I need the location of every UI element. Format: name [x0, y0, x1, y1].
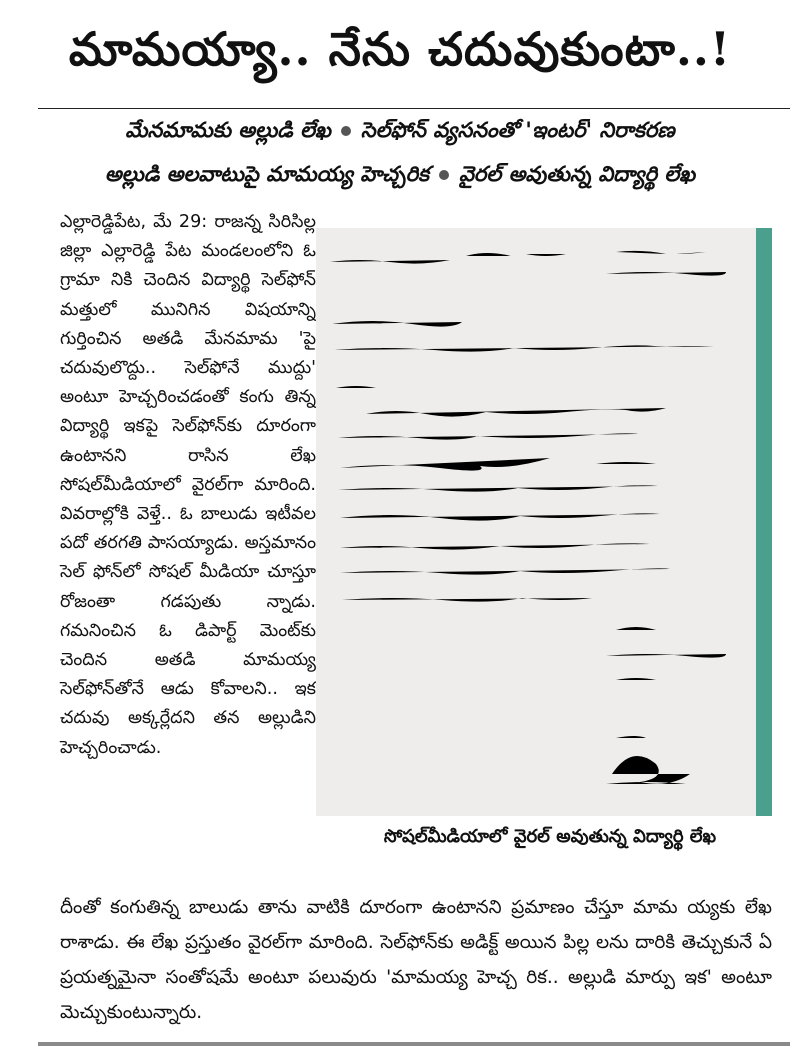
subhead-line-2 — [0, 162, 800, 192]
subhead-line-1 — [0, 118, 800, 148]
bullet-icon — [439, 170, 449, 180]
photo-caption: సోషల్‌మీడియాలో వైరల్ అవుతున్న విద్యార్థి లేఖ — [383, 826, 717, 847]
footer-rule — [38, 1042, 790, 1046]
article-bottom — [60, 890, 772, 1030]
bottom-text: దీంతో కంగుతిన్న బాలుడు తాను వాటికి దూరంగా ఉంటానని ప్రమాణం చేస్తూ మామ య్యకు లేఖ రాశాడు. ఈ లేఖ ప్రస్తుతం వైరల్‌గా మారింది. సెల్‌ఫోన్‌కు అడిక్ట్ అయిన పిల్ల లను దారికి తెచ్చుకునే ఏ ప్రయత్నమైనా సంతోషమే అంటూ పలువురు 'మామయ్య హెచ్చ రిక.. అల్లుడి మార్పు ఇక' అంటూ మెచ్చుకుంటున్నారు. — [60, 897, 772, 1023]
subhead-2b: వైరల్ అవుతున్న విద్యార్థి లేఖ — [458, 162, 696, 186]
article-column — [60, 208, 316, 763]
headline: మామయ్యా.. నేను చదువుకుంటా..! — [68, 22, 732, 76]
bullet-icon — [341, 126, 351, 136]
column-text: ఎల్లారెడ్డిపేట, మే 29: రాజన్న సిరిసిల్ల జిల్లా ఎల్లారెడ్డి పేట మండలంలోని ఓ గ్రామా నికి చెందిన విద్యార్థి సెల్‌ఫోన్ మత్తులో మునిగిన విషయాన్ని గుర్తించిన అతడి మేనమామ 'పై చదువులొద్దు.. సెల్‌ఫోనే ముద్దు' అంటూ హెచ్చరించడంతో కంగు తిన్న విద్యార్థి ఇకపై సెల్‌ఫోన్‌కు దూరంగా ఉంటానని రాసిన లేఖ సోషల్‌మీడియాలో వైరల్‌గా మారింది. వివరాల్లోకి వెళ్తే.. ఓ బాలుడు ఇటీవల పదో తరగతి పాసయ్యాడు. అస్తమానం సెల్ ఫోన్‌లో సోషల్ మీడియా చూస్తూ రోజంతా గడపుతు న్నాడు. గమనించిన ఓ డిపార్ట్ మెంట్‌కు చెందిన అతడి మామయ్య సెల్‌ఫోన్‌తోనే ఆడు కోవాలని.. ఇక చదువు అక్కర్లేదని తన అల్లుడిని హెచ్చరించాడు. — [60, 212, 316, 758]
subhead-1a: మేనమామకు అల్లుడి లేఖ — [125, 118, 331, 142]
subhead-2a: అల్లుడి అలవాటుపై మామయ్య హెచ్చరిక — [104, 162, 429, 186]
subhead-1b: సెల్‌ఫోన్ వ్యసనంతో 'ఇంటర్' నిరాకరణ — [360, 118, 675, 142]
letter-photo — [316, 228, 772, 816]
headline-rule — [38, 108, 790, 109]
handwritten-letter-image — [316, 228, 772, 816]
